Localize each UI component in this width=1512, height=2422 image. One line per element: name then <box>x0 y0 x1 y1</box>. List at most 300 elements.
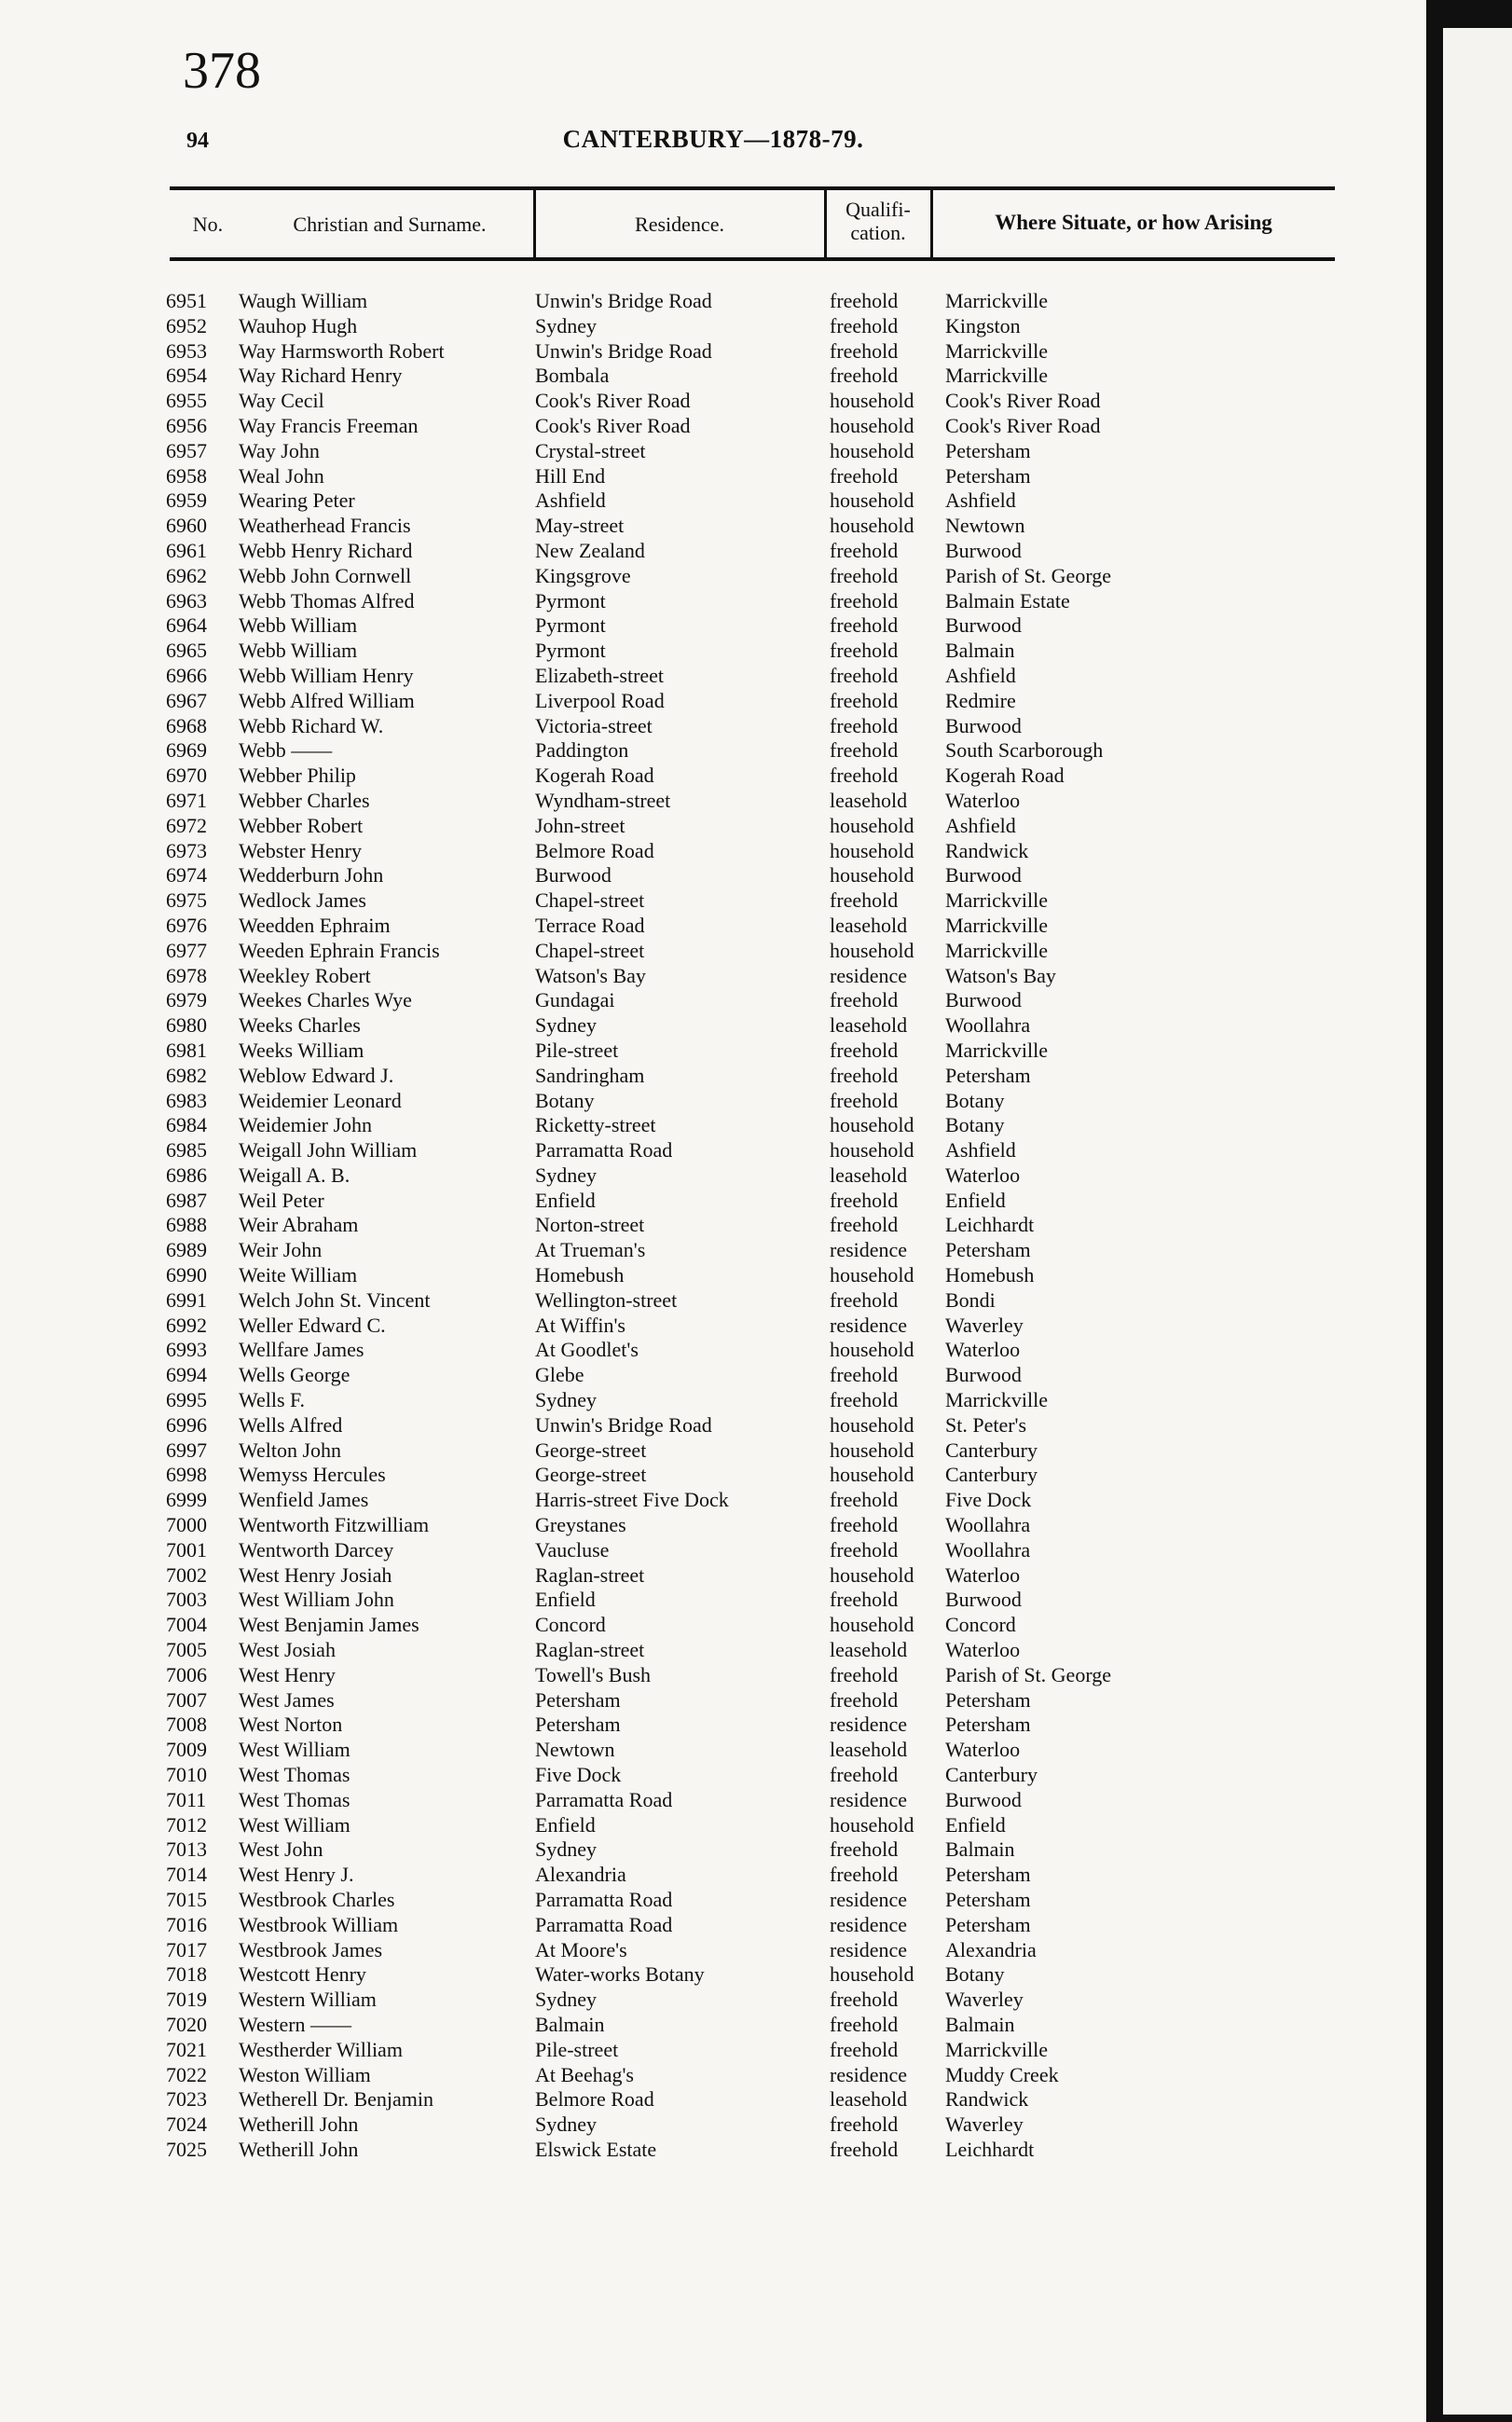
row-number: 7015 <box>166 1888 207 1911</box>
row-name: Wentworth Darcey <box>239 1537 394 1562</box>
table-row <box>0 689 1426 714</box>
row-name: Weblow Edward J. <box>239 1063 394 1087</box>
table-row <box>0 1263 1426 1288</box>
row-name: Webb John Cornwell <box>239 563 412 587</box>
table-row <box>0 1163 1426 1189</box>
table-row <box>0 1064 1426 1089</box>
row-residence: Burwood <box>535 863 612 888</box>
table-row <box>0 564 1426 589</box>
table-row <box>0 1463 1426 1488</box>
table-row <box>0 314 1426 339</box>
row-qualification: freehold <box>830 738 899 763</box>
row-where: Ashfield <box>945 663 1016 687</box>
row-qualification: freehold <box>830 1513 899 1537</box>
column-header-no: No. <box>192 213 224 236</box>
row-qualification: freehold <box>830 713 899 737</box>
row-residence: Wellington-street <box>535 1287 678 1312</box>
row-name: West William <box>239 1738 351 1762</box>
row-where: Burwood <box>945 1787 1022 1811</box>
row-number: 6968 <box>166 713 207 737</box>
row-where: Marrickville <box>945 289 1048 312</box>
row-where: Marrickville <box>945 913 1048 937</box>
row-number: 6967 <box>166 688 207 712</box>
row-number: 7018 <box>166 1962 207 1987</box>
row-qualification: residence <box>830 1313 908 1337</box>
table-row <box>0 1837 1426 1863</box>
row-where: Five Dock <box>945 1488 1032 1512</box>
column-header-residence: Residence. <box>635 213 724 236</box>
row-residence: Ashfield <box>535 489 606 513</box>
table-row <box>0 738 1426 764</box>
table-row <box>0 1438 1426 1464</box>
row-number: 7013 <box>166 1837 207 1862</box>
row-qualification: household <box>830 438 914 462</box>
row-where: Waverley <box>945 1988 1024 2012</box>
row-name: Westbrook James <box>239 1937 383 1961</box>
table-row <box>0 1538 1426 1563</box>
row-residence: Cook's River Road <box>535 389 691 413</box>
row-qualification: freehold <box>830 1537 899 1562</box>
row-qualification: household <box>830 1812 914 1837</box>
row-qualification: freehold <box>830 888 899 913</box>
row-qualification: household <box>830 1263 914 1287</box>
row-name: Wentworth Fitzwilliam <box>239 1513 430 1537</box>
column-header-name: Christian and Surname. <box>293 213 487 236</box>
table-row <box>0 1388 1426 1413</box>
column-divider <box>533 189 536 260</box>
row-number: 7012 <box>166 1812 207 1837</box>
row-residence: Sydney <box>535 313 597 337</box>
row-where: Woollahra <box>945 1537 1031 1562</box>
table-row <box>0 539 1426 564</box>
row-number: 7002 <box>166 1562 207 1587</box>
row-qualification: freehold <box>830 1038 899 1062</box>
row-number: 7019 <box>166 1988 207 2012</box>
table-row <box>0 1363 1426 1388</box>
row-qualification: leasehold <box>830 1013 908 1038</box>
row-qualification: freehold <box>830 1863 899 1887</box>
row-number: 6957 <box>166 438 207 462</box>
row-residence: Chapel-street <box>535 938 645 962</box>
table-row <box>0 1913 1426 1938</box>
row-name: Weedden Ephraim <box>239 913 391 937</box>
row-qualification: leasehold <box>830 913 908 937</box>
row-where: Marrickville <box>945 2037 1048 2061</box>
row-name: Weigall John William <box>239 1138 418 1163</box>
row-qualification: household <box>830 1562 914 1587</box>
row-qualification: freehold <box>830 1188 899 1212</box>
row-number: 7009 <box>166 1738 207 1762</box>
row-number: 6991 <box>166 1287 207 1312</box>
row-qualification: household <box>830 1438 914 1462</box>
row-where: Cook's River Road <box>945 413 1101 437</box>
row-number: 7016 <box>166 1912 207 1936</box>
row-name: Weite William <box>239 1263 358 1287</box>
row-where: Randwick <box>945 838 1029 862</box>
row-where: Homebush <box>945 1263 1035 1287</box>
row-where: Waterloo <box>945 788 1021 812</box>
table-row <box>0 1113 1426 1138</box>
table-row <box>0 2038 1426 2063</box>
row-residence: Parramatta Road <box>535 1138 673 1163</box>
table-row <box>0 464 1426 489</box>
row-name: West Norton <box>239 1713 343 1737</box>
row-residence: Kogerah Road <box>535 764 654 788</box>
row-where: Petersham <box>945 1687 1031 1712</box>
row-number: 6987 <box>166 1188 207 1212</box>
row-name: Wells Alfred <box>239 1412 343 1437</box>
row-residence: Norton-street <box>535 1213 645 1237</box>
row-residence: Crystal-street <box>535 438 646 462</box>
table-row <box>0 2087 1426 2112</box>
table-row <box>0 1888 1426 1913</box>
table-row <box>0 1763 1426 1788</box>
row-where: Ashfield <box>945 489 1016 513</box>
column-header-where: Where Situate, or how Arising <box>995 211 1272 234</box>
row-where: Burwood <box>945 713 1022 737</box>
row-qualification: residence <box>830 1888 908 1911</box>
table-row <box>0 1613 1426 1638</box>
table-row <box>0 789 1426 814</box>
row-name: Weeks Charles <box>239 1013 361 1038</box>
row-name: Welton John <box>239 1438 342 1462</box>
row-number: 7011 <box>166 1787 207 1811</box>
row-qualification: freehold <box>830 613 899 638</box>
row-residence: Sydney <box>535 1837 597 1862</box>
row-qualification: freehold <box>830 2112 899 2137</box>
table-row <box>0 489 1426 514</box>
row-qualification: freehold <box>830 588 899 612</box>
table-row <box>0 289 1426 314</box>
row-where: Newtown <box>945 514 1025 538</box>
row-name: Way Richard Henry <box>239 364 403 388</box>
row-name: Weekes Charles Wye <box>239 988 412 1012</box>
row-name: Wetherill John <box>239 2137 359 2161</box>
table-row <box>0 1413 1426 1438</box>
row-name: Weatherhead Francis <box>239 514 411 538</box>
table-row <box>0 1863 1426 1888</box>
row-qualification: leasehold <box>830 1738 908 1762</box>
row-where: Burwood <box>945 988 1022 1012</box>
row-name: Wells F. <box>239 1388 306 1412</box>
row-name: Way Francis Freeman <box>239 413 419 437</box>
row-name: Weir Abraham <box>239 1213 359 1237</box>
table-row <box>0 389 1426 414</box>
row-number: 7004 <box>166 1613 207 1637</box>
row-number: 6971 <box>166 788 207 812</box>
row-residence: George-street <box>535 1463 647 1487</box>
header-rule-bottom <box>170 257 1335 261</box>
row-qualification: freehold <box>830 1687 899 1712</box>
row-where: South Scarborough <box>945 738 1104 763</box>
row-qualification: residence <box>830 1238 908 1262</box>
row-residence: Bombala <box>535 364 610 388</box>
table-row <box>0 1788 1426 1813</box>
row-where: Balmain <box>945 2012 1015 2036</box>
row-residence: Alexandria <box>535 1863 626 1887</box>
row-where: Marrickville <box>945 938 1048 962</box>
row-number: 6977 <box>166 938 207 962</box>
table-row <box>0 1138 1426 1163</box>
table-row <box>0 1663 1426 1688</box>
row-qualification: freehold <box>830 1988 899 2012</box>
row-residence: Ricketty-street <box>535 1113 656 1137</box>
table-row <box>0 839 1426 864</box>
row-qualification: household <box>830 938 914 962</box>
row-where: Burwood <box>945 1588 1022 1612</box>
table-row <box>0 1513 1426 1538</box>
row-number: 6990 <box>166 1263 207 1287</box>
row-where: Burwood <box>945 613 1022 638</box>
row-residence: Sydney <box>535 2112 597 2137</box>
row-name: Weil Peter <box>239 1188 324 1212</box>
row-where: Watson's Bay <box>945 963 1056 987</box>
row-residence: Unwin's Bridge Road <box>535 338 712 363</box>
row-where: Ashfield <box>945 1138 1016 1163</box>
row-number: 6979 <box>166 988 207 1012</box>
row-number: 6988 <box>166 1213 207 1237</box>
row-name: West Henry <box>239 1662 336 1686</box>
row-residence: Pyrmont <box>535 588 606 612</box>
row-name: Westcott Henry <box>239 1962 366 1987</box>
row-qualification: household <box>830 813 914 837</box>
row-residence: Paddington <box>535 738 629 763</box>
row-where: Petersham <box>945 1888 1031 1911</box>
row-qualification: freehold <box>830 463 899 488</box>
table-row <box>0 714 1426 739</box>
row-qualification: freehold <box>830 988 899 1012</box>
row-name: Western —— <box>239 2012 352 2036</box>
row-name: Waugh William <box>239 289 368 312</box>
table-row <box>0 1713 1426 1738</box>
row-number: 6969 <box>166 738 207 763</box>
table-row <box>0 1089 1426 1114</box>
row-qualification: leasehold <box>830 2087 908 2112</box>
row-qualification: freehold <box>830 2137 899 2161</box>
table-row <box>0 589 1426 614</box>
row-name: West Benjamin James <box>239 1613 419 1637</box>
row-residence: Homebush <box>535 1263 625 1287</box>
row-name: West William John <box>239 1588 394 1612</box>
table-row <box>0 814 1426 839</box>
row-where: Petersham <box>945 1863 1031 1887</box>
row-where: Petersham <box>945 1713 1031 1737</box>
row-name: Weeden Ephrain Francis <box>239 938 440 962</box>
row-residence: New Zealand <box>535 538 645 562</box>
row-qualification: freehold <box>830 313 899 337</box>
row-qualification: freehold <box>830 2037 899 2061</box>
table-row <box>0 1039 1426 1064</box>
row-residence: Sydney <box>535 1388 597 1412</box>
row-qualification: residence <box>830 2062 908 2086</box>
row-qualification: leasehold <box>830 1163 908 1187</box>
column-divider <box>930 189 933 260</box>
table-row <box>0 1938 1426 1963</box>
table-row <box>0 1013 1426 1039</box>
row-name: Wearing Peter <box>239 489 355 513</box>
row-where: Waterloo <box>945 1638 1021 1662</box>
table-row <box>0 863 1426 888</box>
row-where: Marrickville <box>945 1388 1048 1412</box>
row-where: Randwick <box>945 2087 1029 2112</box>
row-qualification: household <box>830 389 914 413</box>
row-number: 7003 <box>166 1588 207 1612</box>
row-name: Webb William <box>239 613 358 638</box>
row-residence: Enfield <box>535 1812 596 1837</box>
table-row <box>0 1588 1426 1613</box>
row-name: Weir John <box>239 1238 323 1262</box>
running-head: CANTERBURY—1878-79. <box>562 125 864 153</box>
row-qualification: household <box>830 863 914 888</box>
row-where: Bondi <box>945 1287 996 1312</box>
table-row <box>0 514 1426 539</box>
row-where: Balmain <box>945 639 1015 663</box>
table-row <box>0 613 1426 639</box>
row-number: 7000 <box>166 1513 207 1537</box>
row-residence: Watson's Bay <box>535 963 646 987</box>
row-name: Weston William <box>239 2062 371 2086</box>
row-number: 6962 <box>166 563 207 587</box>
row-number: 6958 <box>166 463 207 488</box>
row-number: 7021 <box>166 2037 207 2061</box>
table-row <box>0 939 1426 964</box>
row-residence: Belmore Road <box>535 2087 654 2112</box>
row-name: Webb Alfred William <box>239 688 415 712</box>
row-residence: Raglan-street <box>535 1562 645 1587</box>
row-name: Weller Edward C. <box>239 1313 386 1337</box>
row-number: 7023 <box>166 2087 207 2112</box>
row-number: 6976 <box>166 913 207 937</box>
row-name: Webb William Henry <box>239 663 414 687</box>
row-name: Webb Richard W. <box>239 713 384 737</box>
table-row <box>0 1813 1426 1838</box>
row-where: Petersham <box>945 1238 1031 1262</box>
table-row <box>0 339 1426 365</box>
row-number: 6997 <box>166 1438 207 1462</box>
row-residence: Elizabeth-street <box>535 663 665 687</box>
table-row <box>0 664 1426 689</box>
row-number: 6986 <box>166 1163 207 1187</box>
row-name: Webb Henry Richard <box>239 538 413 562</box>
row-where: Waverley <box>945 2112 1024 2137</box>
row-number: 6972 <box>166 813 207 837</box>
row-qualification: freehold <box>830 1363 899 1387</box>
row-name: West Thomas <box>239 1787 351 1811</box>
row-where: Cook's River Road <box>945 389 1101 413</box>
row-number: 7006 <box>166 1662 207 1686</box>
row-residence: Cook's River Road <box>535 413 691 437</box>
row-qualification: household <box>830 1338 914 1362</box>
row-residence: Pile-street <box>535 1038 619 1062</box>
row-residence: Pyrmont <box>535 639 606 663</box>
row-name: West John <box>239 1837 323 1862</box>
row-residence: Sandringham <box>535 1063 645 1087</box>
row-residence: Parramatta Road <box>535 1912 673 1936</box>
table-row <box>0 414 1426 439</box>
row-name: Wells George <box>239 1363 351 1387</box>
row-number: 6952 <box>166 313 207 337</box>
row-qualification: freehold <box>830 639 899 663</box>
row-name: Webb —— <box>239 738 333 763</box>
row-where: Canterbury <box>945 1438 1038 1462</box>
row-name: West Josiah <box>239 1638 336 1662</box>
row-where: Botany <box>945 1962 1005 1987</box>
row-qualification: household <box>830 413 914 437</box>
row-name: Wetherell Dr. Benjamin <box>239 2087 433 2112</box>
row-number: 6982 <box>166 1063 207 1087</box>
row-name: Wellfare James <box>239 1338 364 1362</box>
row-where: Waterloo <box>945 1738 1021 1762</box>
row-qualification: freehold <box>830 1588 899 1612</box>
row-where: Muddy Creek <box>945 2062 1059 2086</box>
row-qualification: freehold <box>830 364 899 388</box>
row-where: Leichhardt <box>945 1213 1035 1237</box>
row-where: Balmain Estate <box>945 588 1070 612</box>
row-qualification: freehold <box>830 663 899 687</box>
row-number: 6955 <box>166 389 207 413</box>
row-number: 6984 <box>166 1113 207 1137</box>
row-where: Parish of St. George <box>945 563 1112 587</box>
row-number: 7025 <box>166 2137 207 2161</box>
row-name: Westherder William <box>239 2037 403 2061</box>
row-residence: Greystanes <box>535 1513 626 1537</box>
row-qualification: residence <box>830 963 908 987</box>
row-residence: At Goodlet's <box>535 1338 639 1362</box>
row-number: 7010 <box>166 1763 207 1787</box>
row-number: 6961 <box>166 538 207 562</box>
row-number: 6951 <box>166 289 207 312</box>
column-header-qualification: Qualifi- cation. <box>845 198 911 245</box>
row-number: 6992 <box>166 1313 207 1337</box>
row-number: 6998 <box>166 1463 207 1487</box>
row-residence: Gundagai <box>535 988 615 1012</box>
table-row <box>0 2138 1426 2163</box>
row-where: Marrickville <box>945 888 1048 913</box>
row-residence: Five Dock <box>535 1763 622 1787</box>
row-where: Marrickville <box>945 338 1048 363</box>
row-residence: Newtown <box>535 1738 615 1762</box>
electoral-roll-table <box>0 289 1426 2163</box>
row-number: 7008 <box>166 1713 207 1737</box>
row-name: West James <box>239 1687 335 1712</box>
row-residence: Pile-street <box>535 2037 619 2061</box>
row-residence: Petersham <box>535 1687 621 1712</box>
row-where: Marrickville <box>945 364 1048 388</box>
row-where: Botany <box>945 1088 1005 1112</box>
row-where: Petersham <box>945 438 1031 462</box>
row-number: 6960 <box>166 514 207 538</box>
row-where: Burwood <box>945 538 1022 562</box>
row-number: 7007 <box>166 1687 207 1712</box>
row-name: Wemyss Hercules <box>239 1463 386 1487</box>
table-row <box>0 988 1426 1013</box>
row-name: Wedderburn John <box>239 863 384 888</box>
table-row <box>0 914 1426 939</box>
row-where: Petersham <box>945 463 1031 488</box>
row-residence: Elswick Estate <box>535 2137 657 2161</box>
row-qualification: freehold <box>830 1063 899 1087</box>
row-qualification: freehold <box>830 2012 899 2036</box>
row-qualification: freehold <box>830 1287 899 1312</box>
row-name: Weeks William <box>239 1038 364 1062</box>
row-qualification: household <box>830 1613 914 1637</box>
table-row <box>0 1738 1426 1763</box>
row-residence: Wyndham-street <box>535 788 671 812</box>
row-where: Kingston <box>945 313 1021 337</box>
row-number: 6966 <box>166 663 207 687</box>
table-row <box>0 1238 1426 1263</box>
row-number: 6996 <box>166 1412 207 1437</box>
